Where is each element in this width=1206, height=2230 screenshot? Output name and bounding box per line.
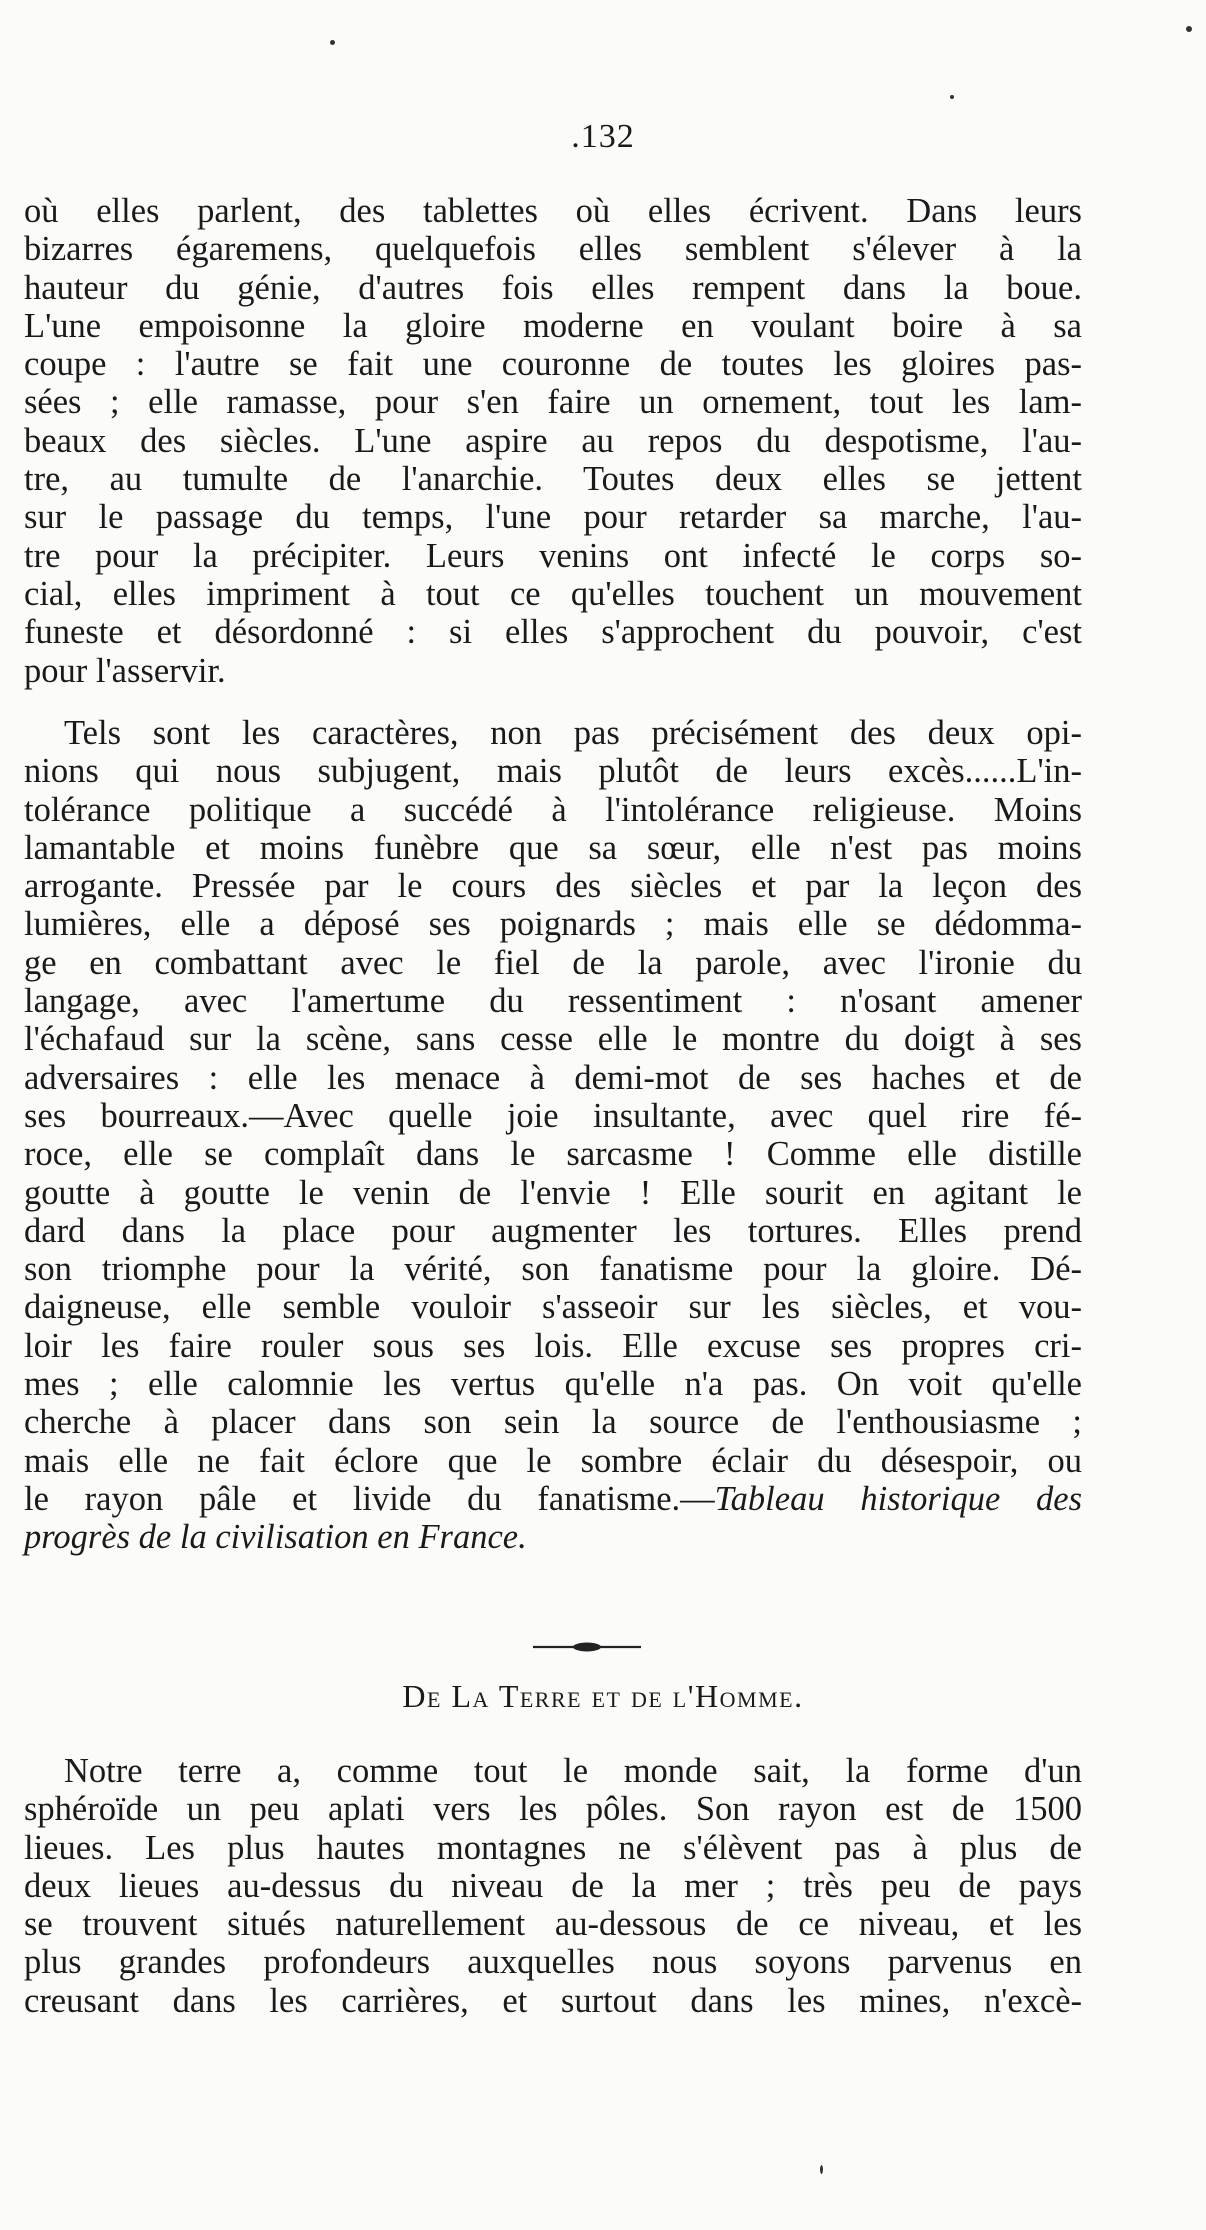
text-line: lieues. Les plus hautes montagnes ne s'élèvent pas à plus de	[24, 1828, 1082, 1867]
text-line: beaux des siècles. L'une aspire au repos du despotisme, l'au-	[24, 421, 1082, 460]
paragraph-1	[24, 192, 1082, 690]
text-line: creusant dans les carrières, et surtout dans les mines, n'excè-	[24, 1981, 1082, 2020]
text-line: ses bourreaux.—Avec quelle joie insultante, avec quel rire fé-	[24, 1096, 1082, 1135]
text-line: lamantable et moins funèbre que sa sœur, elle n'est pas moins	[24, 828, 1082, 867]
text-line: adversaires : elle les menace à demi-mot de ses haches et de	[24, 1058, 1082, 1097]
text-line: lumières, elle a déposé ses poignards ; mais elle se dédomma-	[24, 905, 1082, 944]
text-line: pour l'asservir.	[24, 651, 226, 690]
text-fragment: le rayon pâle et livide du fanatisme.—	[24, 1479, 715, 1518]
text-line-with-source	[24, 1480, 1082, 1518]
text-line: où elles parlent, des tablettes où elles écrivent. Dans leurs	[24, 192, 1082, 230]
ink-speck	[330, 40, 335, 45]
source-title: Tableau historique des	[714, 1479, 1082, 1518]
text-line: se trouvent situés naturellement au-dessous de ce niveau, et les	[24, 1905, 1082, 1944]
text-line: deux lieues au-dessus du niveau de la mer ; très peu de pays	[24, 1866, 1082, 1905]
paragraph-2	[24, 714, 1082, 1557]
text-line: coupe : l'autre se fait une couronne de toutes les gloires pas-	[24, 345, 1082, 384]
text-line: nions qui nous subjugent, mais plutôt de leurs excès......L'in-	[24, 752, 1082, 791]
text-line: dard dans la place pour augmenter les tortures. Elles prend	[24, 1211, 1082, 1250]
text-line: sées ; elle ramasse, pour s'en faire un ornement, tout les lam-	[24, 383, 1082, 422]
text-line: langage, avec l'amertume du ressentiment : n'osant amener	[24, 982, 1082, 1021]
text-line: l'échafaud sur la scène, sans cesse elle le montre du doigt à ses	[24, 1020, 1082, 1059]
text-line: son triomphe pour la vérité, son fanatisme pour la gloire. Dé-	[24, 1250, 1082, 1289]
text-line: roce, elle se complaît dans le sarcasme ! Comme elle distille	[24, 1135, 1082, 1174]
paragraph-3	[24, 1752, 1082, 2020]
text-line: ge en combattant avec le fiel de la parole, avec l'ironie du	[24, 943, 1082, 982]
text-line: daigneuse, elle semble vouloir s'asseoir sur les siècles, et vou-	[24, 1288, 1082, 1327]
text-line: mes ; elle calomnie les vertus qu'elle n'a pas. On voit qu'elle	[24, 1365, 1082, 1404]
text-line: funeste et désordonné : si elles s'approchent du pouvoir, c'est	[24, 613, 1082, 652]
text-line: bizarres égaremens, quelquefois elles semblent s'élever à la	[24, 230, 1082, 269]
section-heading: De La Terre et de l'Homme.	[402, 1678, 804, 1714]
source-title-continued: progrès de la civilisation en France.	[24, 1518, 527, 1557]
section-divider-ornament	[533, 1640, 641, 1654]
text-line: Tels sont les caractères, non pas précisément des deux opi-	[64, 714, 1082, 752]
text-line: tre pour la précipiter. Leurs venins ont infecté le corps so-	[24, 536, 1082, 575]
text-line: cherche à placer dans son sein la source de l'enthousiasme ;	[24, 1403, 1082, 1442]
text-line: loir les faire rouler sous ses lois. Elle excuse ses propres cri-	[24, 1326, 1082, 1365]
text-line: plus grandes profondeurs auxquelles nous soyons parvenus en	[24, 1943, 1082, 1982]
source-title-line	[24, 1518, 1082, 1556]
text-line: arrogante. Pressée par le cours des siècles et par la leçon des	[24, 867, 1082, 906]
text-line: hauteur du génie, d'autres fois elles rempent dans la boue.	[24, 268, 1082, 307]
text-line: sphéroïde un peu aplati vers les pôles. Son rayon est de 1500	[24, 1790, 1082, 1829]
text-line: L'une empoisonne la gloire moderne en voulant boire à sa	[24, 306, 1082, 345]
text-line: tolérance politique a succédé à l'intolérance religieuse. Moins	[24, 790, 1082, 829]
ink-speck	[820, 2165, 823, 2174]
text-line: cial, elles impriment à tout ce qu'elles touchent un mouvement	[24, 574, 1082, 613]
text-line: Notre terre a, comme tout le monde sait, la forme d'un	[64, 1752, 1082, 1790]
text-line: mais elle ne fait éclore que le sombre éclair du désespoir, ou	[24, 1441, 1082, 1480]
page-number: .132	[571, 118, 635, 155]
text-line: sur le passage du temps, l'une pour retarder sa marche, l'au-	[24, 498, 1082, 537]
ink-speck	[950, 95, 954, 99]
text-line: tre, au tumulte de l'anarchie. Toutes deux elles se jettent	[24, 460, 1082, 499]
text-line: goutte à goutte le venin de l'envie ! Elle sourit en agitant le	[24, 1173, 1082, 1212]
ink-speck	[1186, 26, 1192, 32]
